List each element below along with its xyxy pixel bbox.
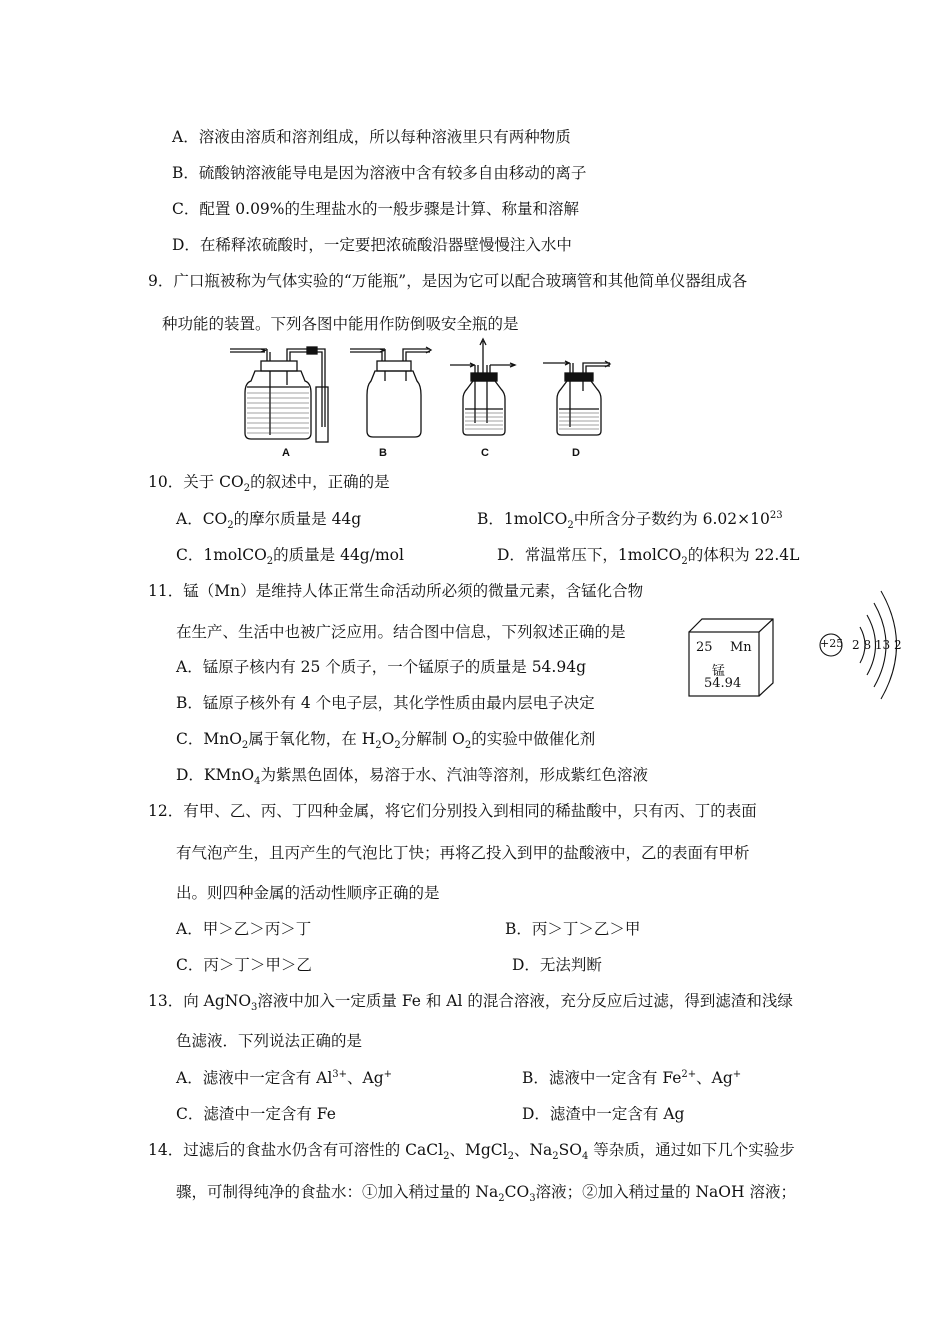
q13-option-d: D．滤渣中一定含有 Ag [522,1105,685,1123]
caption-c: C [481,447,489,459]
q10-option-d: D．常温常压下，1molCO$_2$的体积为 22.4L [497,546,800,568]
nucleus-charge: +25 [820,637,844,650]
caption-b: B [379,447,387,459]
electron-shells: 2 8 13 2 [852,638,902,652]
q13-stem-line2: 色滤液．下列说法正确的是 [176,1032,363,1050]
bottle-a [230,347,328,442]
q12-option-d: D．无法判断 [512,956,602,974]
q8-option-c: C．配置 0.09%的生理盐水的一般步骤是计算、称量和溶解 [172,200,580,218]
q9-stem-line2: 种功能的装置。下列各图中能用作防倒吸安全瓶的是 [162,315,519,333]
bottle-b [350,347,431,437]
q10-option-a: A．$CO_2$的摩尔质量是 44g [176,510,362,532]
q8-option-b: B．硫酸钠溶液能导电是因为溶液中含有较多自由移动的离子 [172,164,587,182]
q8-option-a: A．溶液由溶质和溶剂组成，所以每种溶液里只有两种物质 [172,128,571,146]
bottle-c [450,339,515,435]
q12-option-b: B．丙＞丁＞乙＞甲 [505,920,641,938]
q9-stem-line1: 9．广口瓶被称为气体实验的“万能瓶”，是因为它可以配合玻璃管和其他简单仪器组成各 [148,272,748,290]
q13-option-a: A．滤液中一定含有 $Al^{3+}$、Ag+ [176,1068,393,1087]
q13-option-c: C．滤渣中一定含有 Fe [176,1105,336,1123]
caption-a: A [282,447,290,459]
element-symbol: Mn [730,640,752,655]
atomic-mass: 54.94 [704,676,742,691]
gas-bottle-figure [225,335,625,460]
q12-option-a: A．甲＞乙＞丙＞丁 [176,920,312,938]
q11-option-d: D．KMnO$_4$为紫黑色固体，易溶于水、汽油等溶剂，形成紫红色溶液 [176,766,648,788]
q10-option-c: C．1molCO$_2$的质量是 44g/mol [176,546,404,568]
q13-option-b: B．滤液中一定含有 $Fe^{2+}$、Ag+ [522,1068,742,1087]
element-cell-mn [688,618,774,698]
q12-stem-line1: 12．有甲、乙、丙、丁四种金属，将它们分别投入到相同的稀盐酸中，只有丙、丁的表面 [148,802,757,820]
q11-option-a: A．锰原子核内有 25 个质子，一个锰原子的质量是 54.94g [176,658,586,676]
atomic-structure-diagram [812,585,907,705]
q12-option-c: C．丙＞丁＞甲＞乙 [176,956,312,974]
caption-d: D [572,447,580,459]
q13-stem-line1: 13．向 AgNO$_3$溶液中加入一定质量 Fe 和 Al 的混合溶液，充分反应后过滤，得到滤渣和浅绿 [148,992,793,1014]
q11-stem-line1: 11．锰（Mn）是维持人体正常生命活动所必须的微量元素，含锰化合物 [148,582,644,600]
atomic-number: 25 [696,640,713,655]
q14-stem-line2: 骤，可制得纯净的食盐水：①加入稍过量的 $Na_2CO_3$溶液；②加入稍过量的 NaOH 溶液； [176,1183,796,1205]
q10-option-b: B．1molCO$_2$中所含分子数约为 $6.02\times 10^{23}$ [477,509,783,532]
q11-stem-line2: 在生产、生活中也被广泛应用。结合图中信息，下列叙述正确的是 [176,623,626,641]
q12-stem-line3: 出。则四种金属的活动性顺序正确的是 [176,884,440,902]
q10-stem: 10．关于 $CO_2$的叙述中，正确的是 [148,473,390,495]
q11-option-b: B．锰原子核外有 4 个电子层，其化学性质由最内层电子决定 [176,694,595,712]
q14-stem-line1: 14．过滤后的食盐水仍含有可溶性的 CaCl$_2$、MgCl$_2$、$Na_2SO_4$ 等杂质，通过如下几个实验步 [148,1141,795,1163]
q11-option-c: C．MnO$_2$属于氧化物，在 $H_2O_2$分解制 $O_2$的实验中做催化剂 [176,730,596,752]
bottle-d [543,361,610,435]
element-name: 锰 [712,664,726,679]
q8-option-d: D．在稀释浓硫酸时，一定要把浓硫酸沿器壁慢慢注入水中 [172,236,572,254]
q12-stem-line2: 有气泡产生，且丙产生的气泡比丁快；再将乙投入到甲的盐酸液中，乙的表面有甲析 [176,844,750,862]
